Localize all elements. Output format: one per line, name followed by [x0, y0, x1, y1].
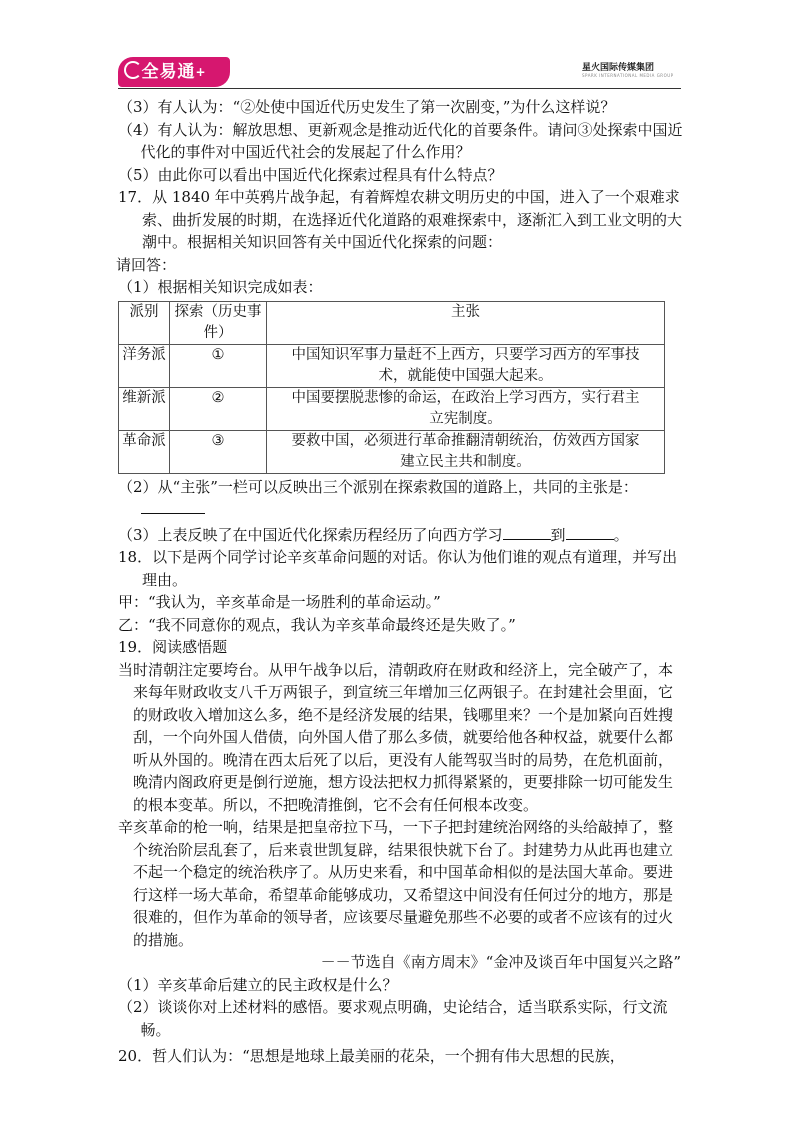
document-body [118, 96, 683, 1068]
logo-text: 全易通 [141, 62, 196, 82]
reform-factions-table [118, 301, 665, 474]
table-cell-claim: 中国知识军事力量赶不上西方，只要学习西方的军事技术，就能使中国强大起来。 [267, 344, 665, 387]
table-cell-event: ③ [170, 430, 267, 473]
question-20: 20．哲人们认为：“思想是地球上最美丽的花朵，一个拥有伟大思想的民族， [118, 1047, 625, 1065]
answer-blank[interactable] [566, 525, 614, 540]
question-19-1: （1）辛亥革命后建立的民主政权是什么？ [118, 975, 398, 994]
answer-blank[interactable] [503, 525, 551, 540]
question-17-2-text: （2）从“主张”一栏可以反映出三个派别在探索救国的道路上，共同的主张是： [118, 477, 638, 496]
question-16-5: （5）由此你可以看出中国近代化探索过程具有什么特点？ [118, 165, 503, 184]
table-header-cell: 主张 [267, 301, 665, 344]
question-18-yi: 乙：“我不同意你的观点，我认为辛亥革命最终还是失败了。” [118, 615, 516, 634]
question-17-1: （1）根据相关知识完成如表： [118, 278, 323, 296]
question-17-3-text-a: （3）上表反映了在中国近代化探索历程经历了向西方学习 [118, 525, 503, 544]
answer-blank[interactable] [141, 499, 205, 514]
question-18-jia: 甲：“我认为，辛亥革命是一场胜利的革命运动。” [118, 593, 441, 611]
question-17: 17．从 1840 年中英鸦片战争起，有着辉煌农耕文明历史的中国，进入了一个艰难求索、曲折发展的时期，在选择近代化道路的艰难探索中，逐渐汇入到工业文明的大潮中。根据相关知识回答有关中国近代化探索的问题： [118, 188, 683, 251]
logo-plus: + [195, 65, 207, 79]
table-row [119, 387, 665, 430]
question-17-2 [118, 476, 683, 521]
publisher-subtitle: SPARK INTERNATIONAL MEDIA GROUP [582, 73, 674, 78]
table-header-cell: 探索（历史事件） [170, 301, 267, 344]
table-header-row [119, 301, 665, 344]
header-rule [118, 88, 681, 89]
table-row [119, 430, 665, 473]
table-row [119, 344, 665, 387]
question-17-3 [118, 524, 683, 547]
table-cell-event: ② [170, 387, 267, 430]
table-cell-claim: 要救中国，必须进行革命推翻清朝统治，仿效西方国家建立民主共和制度。 [267, 430, 665, 473]
question-17-3-text-b: 到 [550, 525, 566, 544]
question-16-4: （4）有人认为：解放思想、更新观念是推动近代化的首要条件。请问③处探索中国近代化的事件对中国近代社会的发展起了什么作用？ [118, 120, 683, 161]
reading-paragraph-1: 当时清朝注定要垮台。从甲午战争以后，清朝政府在财政和经济上，完全破产了，本来每年财政收支八千万两银子，到宣统三年增加三亿两银子。在封建社会里面，它的财政收入增加这么多，绝不是经济发展的结果，钱哪里来？一个是加紧向百姓搜刮，一个向外国人借债，向外国人借了那么多债，就要给他各种权益，就要什么都听从外国的。晚清在西太后死了以后，更没有人能驾驭当时的局势，在危机面前，晚清内阁政府更是倒行逆施，想方设法把权力抓得紧紧的，更要排除一切可能发生的根本变革。所以，不把晚清推倒，它不会有任何根本改变。 [118, 660, 674, 814]
question-17-3-text-c: 。 [613, 525, 629, 544]
question-17-intro: 请回答： [116, 255, 177, 274]
table-header-cell: 派别 [119, 301, 170, 344]
table-cell-claim: 中国要摆脱悲惨的命运，在政治上学习西方，实行君主立宪制度。 [267, 387, 665, 430]
table-cell-event: ① [170, 344, 267, 387]
question-19: 19．阅读感悟题 [118, 638, 228, 656]
table-cell-faction: 维新派 [119, 387, 170, 430]
question-18: 18．以下是两个同学讨论辛亥革命问题的对话。你认为他们谁的观点有道理，并写出理由。 [118, 548, 678, 589]
reading-source: －－节选自《南方周末》“金冲及谈百年中国复兴之路” [320, 953, 681, 971]
page-header [0, 52, 800, 92]
publisher-name: 星火国际传媒集团 [582, 63, 655, 73]
logo-swirl-icon [124, 61, 142, 79]
table-cell-faction: 洋务派 [119, 344, 170, 387]
table-cell-faction: 革命派 [119, 430, 170, 473]
question-16-3: （3）有人认为：“②处使中国近代历史发生了第一次剧变，”为什么这样说？ [118, 98, 616, 116]
question-19-2: （2）谈谈你对上述材料的感悟。要求观点明确，史论结合，适当联系实际，行文流畅。 [118, 998, 668, 1039]
reading-paragraph-2: 辛亥革命的枪一响，结果是把皇帝拉下马，一下子把封建统治网络的头给敲掉了，整个统治阶层乱套了，后来袁世凯复辟，结果很快就下台了。封建势力从此再也建立不起一个稳定的统治秩序了。从历史来看，和中国革命相似的是法国大革命。要进行这样一场大革命，希望革命能够成功，又希望这中间没有任何过分的地方，那是很难的，但作为革命的领导者，应该要尽量避免那些不必要的或者不应该有的过火的措施。 [118, 818, 674, 949]
